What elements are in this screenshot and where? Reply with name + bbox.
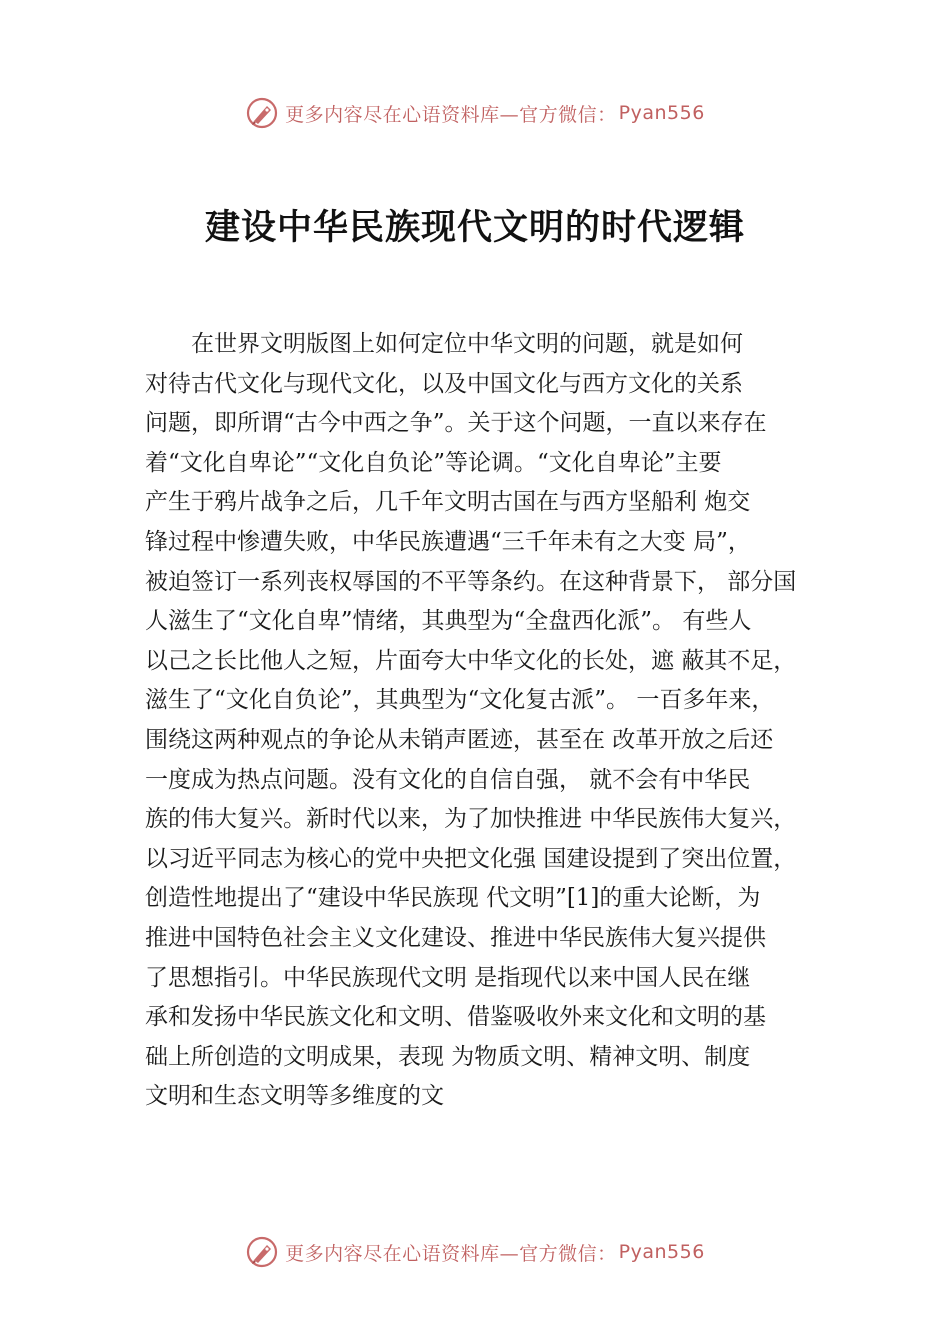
body-line: 了思想指引。中华民族现代文明 是指现代以来中国人民在继: [145, 964, 751, 991]
body-line: 以习近平同志为核心的党中央把文化强 国建设提到了突出位置，: [145, 845, 797, 872]
body-line: 以己之长比他人之短，片面夸大中华文化的长处，遮 蔽其不足，: [145, 647, 797, 674]
body-line: 着“文化自卑论”“文化自负论”等论调。“文化自卑论”主要: [145, 449, 722, 476]
footer-banner-text: 更多内容尽在心语资料库—官方微信：: [285, 1242, 617, 1265]
body-line: 滋生了“文化自负论”，其典型为“文化复古派”。 一百多年来，: [145, 687, 775, 714]
body-line: 产生于鸦片战争之后，几千年文明古国在与西方坚船利 炮交: [145, 489, 751, 516]
header-banner-text: 更多内容尽在心语资料库—官方微信：: [285, 103, 617, 126]
body-line: 问题，即所谓“古今中西之争”。关于这个问题，一直以来存在: [145, 410, 767, 437]
body-line: 对待古代文化与现代文化，以及中国文化与西方文化的关系: [145, 370, 743, 397]
body-line: 被迫签订一系列丧权辱国的不平等条约。在这种背景下， 部分国: [145, 568, 797, 595]
pen-nib-logo-icon: [245, 1235, 279, 1269]
document-body: [145, 325, 845, 1117]
header-wechat-id: Pyan556: [618, 102, 705, 124]
body-line: 创造性地提出了“建设中华民族现 代文明”[1]的重大论断，为: [145, 885, 761, 912]
body-line: 锋过程中惨遭失败，中华民族遭遇“三千年未有之大变 局”，: [145, 528, 751, 555]
body-line: 推进中国特色社会主义文化建设、推进中华民族伟大复兴提供: [145, 924, 766, 951]
footer-watermark-banner: [0, 1232, 950, 1272]
body-line: 在世界文明版图上如何定位中华文明的问题，就是如何: [145, 331, 743, 357]
header-watermark-banner: [0, 93, 950, 133]
body-line: 围绕这两种观点的争论从未销声匿迹，甚至在 改革开放之后还: [145, 726, 774, 753]
body-line: 文明和生态文明等多维度的文: [145, 1083, 444, 1110]
footer-wechat-id: Pyan556: [618, 1241, 705, 1263]
body-line: 人滋生了“文化自卑”情绪，其典型为“全盘西化派”。 有些人: [145, 608, 752, 635]
body-line: 承和发扬中华民族文化和文明、借鉴吸收外来文化和文明的基: [145, 1004, 766, 1031]
body-line: 一度成为热点问题。没有文化的自信自强， 就不会有中华民: [145, 766, 751, 793]
document-title: 建设中华民族现代文明的时代逻辑: [204, 207, 745, 248]
body-line: 础上所创造的文明成果，表现 为物质文明、精神文明、制度: [145, 1043, 751, 1070]
body-line: 族的伟大复兴。新时代以来，为了加快推进 中华民族伟大复兴，: [145, 806, 797, 833]
pen-nib-logo-icon: [245, 96, 279, 130]
